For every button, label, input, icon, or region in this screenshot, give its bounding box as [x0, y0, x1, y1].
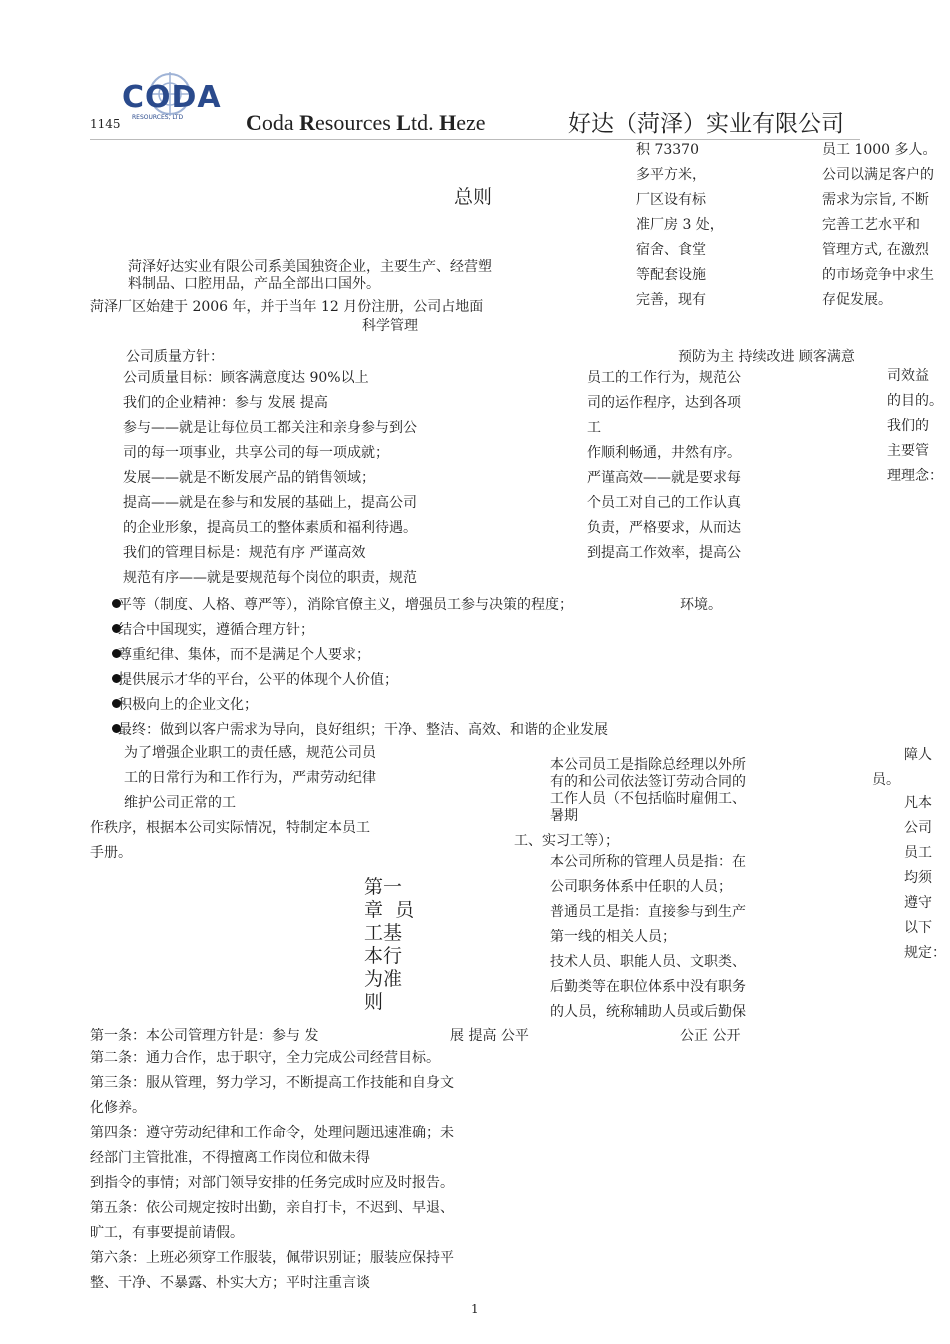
- bullet-text: 最终：做到以客户需求为导向，良好组织；干净、整洁、高效、和谐的企业发展: [118, 722, 608, 738]
- text-line: 第五条：依公司规定按时出勤，亲自打卡，不迟到、早退、: [90, 1200, 454, 1216]
- text-line: 需求为宗旨, 不断: [822, 192, 929, 208]
- text-line: 第三条：服从管理，努力学习，不断提高工作技能和自身文: [90, 1075, 454, 1091]
- text-line: 有的和公司依法签订劳动合同的: [550, 774, 746, 790]
- text-line: 技术人员、职能人员、文职类、: [550, 954, 746, 970]
- text-line: 凡本: [904, 795, 932, 811]
- text-line: 到指令的事情；对部门领导安排的任务完成时应及时报告。: [90, 1175, 454, 1191]
- staff-definition-b: 工、实习工等）；: [514, 833, 619, 849]
- text-line: 均须: [904, 870, 932, 886]
- text-line: 厂区设有标: [636, 192, 706, 208]
- text-line: 作顺利畅通，井然有序。: [587, 445, 741, 461]
- bullet-text: 积极向上的企业文化；: [118, 697, 258, 713]
- text-line: 则: [364, 991, 384, 1013]
- logo-text: CODA: [122, 80, 222, 115]
- text-line: 以下: [904, 920, 932, 936]
- text-line: 参与——就是让每位员工都关注和亲身参与到公: [123, 420, 417, 436]
- management-concept-block: [887, 364, 943, 489]
- text-line: 员工 1000 多人。: [822, 142, 937, 158]
- text-line: 第一线的相关人员；: [550, 929, 676, 945]
- en-initial: R: [299, 110, 316, 135]
- intro-line: 科学管理: [362, 318, 418, 334]
- text-line: 维护公司正常的工: [124, 795, 236, 811]
- text-line: 工的日常行为和工作行为，严肃劳动纪律: [124, 770, 376, 786]
- logo-subtext: RESOURCES, LTD: [132, 114, 184, 121]
- text-line: 普通员工是指：直接参与到生产: [550, 904, 746, 920]
- text-line: 员工: [904, 845, 932, 861]
- en-initial: C: [246, 110, 262, 135]
- enterprise-spirit-block: [123, 366, 417, 591]
- chapter-title: [364, 876, 414, 1014]
- article-1-a: 第一条：本公司管理方针是：参与 发: [90, 1028, 319, 1044]
- text-line: 工: [587, 420, 601, 436]
- far-right-text: 员。: [872, 772, 900, 788]
- text-line: 本行: [364, 945, 403, 967]
- intro-line: 菏泽好达实业有限公司系美国独资企业，主要生产、经营塑: [128, 259, 492, 275]
- header-rule: [90, 139, 860, 140]
- text-line: 理理念：: [887, 468, 943, 484]
- staff-info-column: [822, 138, 937, 313]
- text-line: 到提高工作效率，提高公: [587, 545, 741, 561]
- text-line: 第四条：遵守劳动纪律和工作命令，处理问题迅速准确；未: [90, 1125, 454, 1141]
- text-line: 的目的。: [887, 393, 943, 409]
- bullet-text-tail: 环境。: [680, 597, 722, 613]
- text-line: 完善工艺水平和: [822, 217, 920, 233]
- text-line: 负责，严格要求，从而达: [587, 520, 741, 536]
- staff-definition-c: [550, 850, 746, 1025]
- en-initial: H: [439, 110, 457, 135]
- article-1-c: 公正 公开: [680, 1028, 741, 1044]
- far-right-text: 障人: [904, 747, 932, 763]
- text-line: 公司: [904, 820, 932, 836]
- text-line: 整、干净、不暴露、朴实大方；平时注重言谈: [90, 1275, 370, 1291]
- text-line: 遵守: [904, 895, 932, 911]
- text-line: 多平方米，: [636, 167, 706, 183]
- en-part: td.: [410, 110, 440, 135]
- intro-line: 菏泽厂区始建于 2006 年，并于当年 12 月份注册，公司占地面: [90, 299, 484, 315]
- company-logo: [118, 72, 236, 130]
- management-goal-block: [587, 366, 741, 566]
- text-line: 后勤类等在职位体系中没有职务: [550, 979, 746, 995]
- text-line: 本公司员工是指除总经理以外所: [550, 757, 746, 773]
- far-right-column: [904, 791, 946, 966]
- text-line: 我们的: [887, 418, 929, 434]
- text-line: 工作人员（不包括临时雇佣工、: [550, 791, 746, 807]
- text-line: 第六条：上班必须穿工作服装，佩带识别证；服装应保持平: [90, 1250, 454, 1266]
- purpose-block-cont: [90, 816, 370, 866]
- text-line: 存促发展。: [822, 292, 892, 308]
- bullet-text: 平等（制度、人格、尊严等），消除官僚主义，增强员工参与决策的程度；: [118, 597, 573, 613]
- text-line: 宿舍、食堂: [636, 242, 706, 258]
- text-line: 规范有序——就是要规范每个岗位的职责，规范: [123, 570, 417, 586]
- text-line: 规定：: [904, 945, 946, 961]
- en-part: esources: [315, 110, 397, 135]
- intro-line: 料制品、口腔用品，产品全部出口国外。: [128, 276, 380, 292]
- text-line: 的企业形象，提高员工的整体素质和福利待遇。: [123, 520, 417, 536]
- en-part: eze: [456, 110, 486, 135]
- text-line: 司的每一项事业，共享公司的每一项成就；: [123, 445, 389, 461]
- text-line: 严谨高效——就是要求每: [587, 470, 741, 486]
- company-name-cn: 好达（菏泽）实业有限公司: [568, 111, 844, 137]
- company-name-en: [246, 110, 486, 136]
- text-line: 完善，现有: [636, 292, 706, 308]
- quality-policy-value: 预防为主 持续改进 顾客满意: [678, 349, 855, 365]
- text-line: 公司质量目标：顾客满意度达 90%以上: [123, 370, 369, 386]
- header-code: 1145: [90, 117, 121, 131]
- text-line: 为了增强企业职工的责任感，规范公司员: [124, 745, 376, 761]
- text-line: 公司以满足客户的: [822, 167, 934, 183]
- quality-policy-label: 公司质量方针：: [126, 349, 224, 365]
- text-line: 的市场竞争中求生: [822, 267, 934, 283]
- text-line: 司的运作程序，达到各项: [587, 395, 741, 411]
- text-line: 发展——就是不断发展产品的销售领域；: [123, 470, 375, 486]
- text-line: 经部门主管批准，不得擅离工作岗位和做未得: [90, 1150, 370, 1166]
- text-line: 等配套设施: [636, 267, 706, 283]
- site-info-column: [636, 138, 724, 313]
- purpose-block: [124, 741, 376, 816]
- text-line: 化修养。: [90, 1100, 146, 1116]
- bullet-text: 尊重纪律、集体，而不是满足个人要求；: [118, 647, 370, 663]
- text-line: 的人员，统称辅助人员或后勤保: [550, 1004, 746, 1020]
- text-line: 公司职务体系中任职的人员；: [550, 879, 732, 895]
- text-line: 准厂房 3 处，: [636, 217, 724, 233]
- section-title-general: 总则: [454, 186, 493, 208]
- staff-definition-a: [550, 757, 746, 825]
- text-line: 作秩序，根据本公司实际情况，特制定本员工: [90, 820, 370, 836]
- text-line: 主要管: [887, 443, 929, 459]
- text-line: 第二条：通力合作，忠于职守，全力完成公司经营目标。: [90, 1050, 440, 1066]
- en-initial: L: [396, 110, 411, 135]
- text-line: 为准: [364, 968, 403, 990]
- text-line: 我们的管理目标是：规范有序 严谨高效: [123, 545, 366, 561]
- text-line: 积 73370: [636, 142, 699, 158]
- en-part: oda: [261, 110, 300, 135]
- bullet-text: 结合中国现实，遵循合理方针；: [118, 622, 314, 638]
- text-line: 旷工，有事要提前请假。: [90, 1225, 244, 1241]
- text-line: 手册。: [90, 845, 132, 861]
- text-line: 我们的企业精神：参与 发展 提高: [123, 395, 328, 411]
- text-line: 章 员: [364, 899, 415, 921]
- text-line: 员工的工作行为，规范公: [587, 370, 741, 386]
- text-line: 提高——就是在参与和发展的基础上，提高公司: [123, 495, 417, 511]
- text-line: 第一: [364, 876, 403, 898]
- articles-block: [90, 1046, 454, 1296]
- text-line: 个员工对自己的工作认真: [587, 495, 741, 511]
- bullet-text: 提供展示才华的平台，公平的体现个人价值；: [118, 672, 398, 688]
- text-line: 管理方式, 在激烈: [822, 242, 929, 258]
- article-1-b: 展 提高 公平: [450, 1028, 529, 1044]
- text-line: 工基: [364, 922, 403, 944]
- page-number: 1: [471, 1302, 479, 1316]
- text-line: 本公司所称的管理人员是指：在: [550, 854, 746, 870]
- text-line: 暑期: [550, 808, 578, 824]
- text-line: 司效益: [887, 368, 929, 384]
